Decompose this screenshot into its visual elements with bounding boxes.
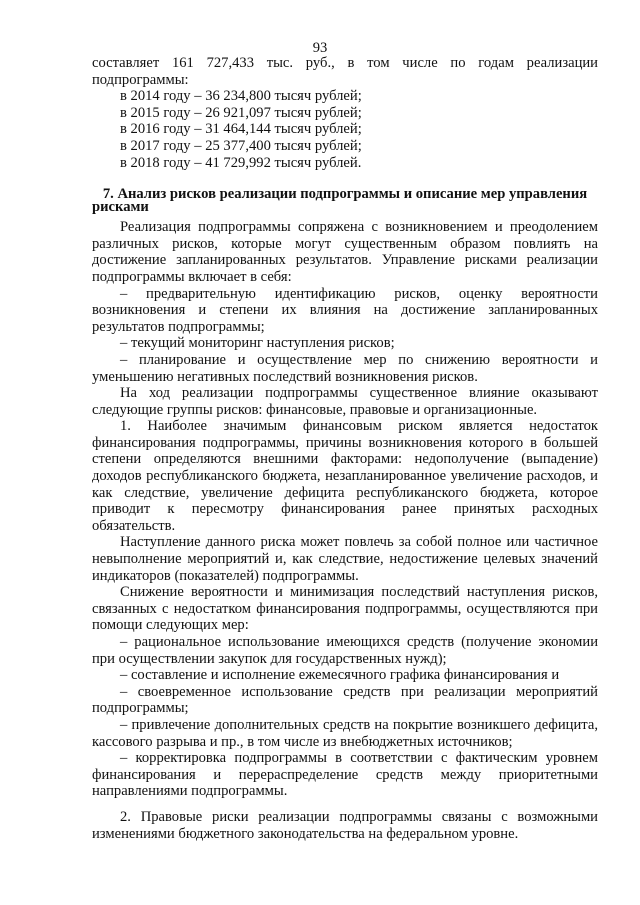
paragraph: На ход реализации подпрограммы существенное влияние оказывают следующие группы рисков: финансовые, правовые и организационные. bbox=[92, 385, 598, 418]
list-item: – планирование и осуществление мер по снижению вероятности и уменьшению негативных последствий возникновения рисков. bbox=[92, 351, 598, 385]
paragraph: 1. Наиболее значимым финансовым риском является недостаток финансирования подпрограммы, причины возникновения которого в большей степени определяются внешними факторами: недополучение (выпадение) доходов республиканского бюджета, незапланированное увеличение расходов, и как следствие, увеличение дефицита республиканского бюджета, которое приводит к пересмотру финансирования ранее принятых расходных обязательств. bbox=[92, 418, 598, 534]
year-line: в 2016 году – 31 464,144 тысяч рублей; bbox=[120, 121, 362, 138]
intro-paragraph: составляет 161 727,433 тыс. руб., в том числе по годам реализации подпрограммы: bbox=[92, 55, 598, 88]
year-line: в 2018 году – 41 729,992 тысяч рублей. bbox=[120, 154, 362, 171]
list-item: – своевременное использование средств при реализации мероприятий подпрограммы; bbox=[92, 683, 598, 717]
list-item: – составление и исполнение ежемесячного графика финансирования и bbox=[120, 667, 560, 684]
paragraph: Наступление данного риска может повлечь за собой полное или частичное невыполнение мероприятий и, как следствие, недостижение целевых значений индикаторов (показателей) подпрограммы. bbox=[92, 534, 598, 584]
section-heading: 7. Анализ рисков реализации подпрограммы и описание мер управления рисками bbox=[92, 186, 588, 216]
list-item: – корректировка подпрограммы в соответствии с фактическим уровнем финансирования и перераспределение средств между приоритетными направлениями подпрограммы. bbox=[92, 750, 598, 800]
year-line: в 2017 году – 25 377,400 тысяч рублей; bbox=[120, 137, 362, 154]
list-item: – рациональное использование имеющихся средств (получение экономии при осуществлении закупок для государственных нужд); bbox=[92, 634, 598, 667]
page-number: 93 bbox=[312, 40, 328, 56]
paragraph: Реализация подпрограммы сопряжена с возникновением и преодолением различных рисков, которые могут существенным образом повлиять на достижение запланированных результатов. Управление рисками реализации подпрограммы включает в себя: bbox=[92, 219, 598, 285]
list-item: – привлечение дополнительных средств на покрытие возникшего дефицита, кассового разрыва и пр., в том числе из внебюджетных источников; bbox=[92, 716, 598, 750]
list-item: – предварительную идентификацию рисков, оценку вероятности возникновения и степени их влияния на достижение запланированных результатов подпрограммы; bbox=[92, 285, 598, 335]
paragraph: Снижение вероятности и минимизация последствий наступления рисков, связанных с недостатком финансирования подпрограммы, осуществляются при помощи следующих мер: bbox=[92, 584, 598, 634]
year-line: в 2014 году – 36 234,800 тысяч рублей; bbox=[120, 88, 362, 105]
paragraph: 2. Правовые риски реализации подпрограммы связаны с возможными изменениями бюджетного законодательства на федеральном уровне. bbox=[92, 808, 598, 842]
page-content bbox=[92, 55, 598, 842]
list-item: – текущий мониторинг наступления рисков; bbox=[120, 335, 395, 352]
year-line: в 2015 году – 26 921,097 тысяч рублей; bbox=[120, 104, 362, 121]
